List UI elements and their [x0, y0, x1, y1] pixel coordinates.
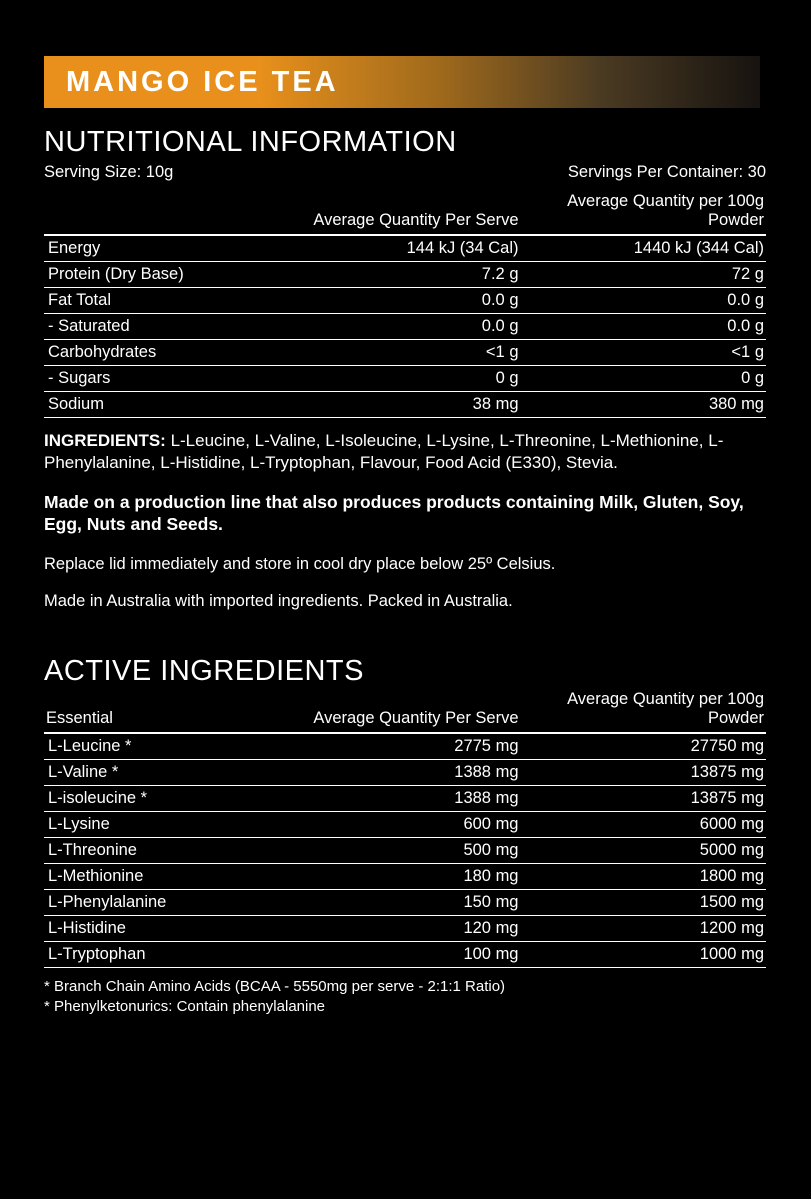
row-per-serve: 1388 mg [275, 785, 520, 811]
row-per-serve: 180 mg [275, 863, 520, 889]
row-per-100g: 5000 mg [521, 837, 767, 863]
table-row [44, 392, 766, 418]
table-row [44, 314, 766, 340]
row-per-serve: 100 mg [275, 941, 520, 967]
table-row [44, 941, 766, 967]
row-per-serve: 600 mg [275, 811, 520, 837]
table-row [44, 837, 766, 863]
row-label: Carbohydrates [44, 340, 275, 366]
row-label: L-Threonine [44, 837, 275, 863]
servings-per-container: Servings Per Container: 30 [567, 163, 766, 181]
row-per-serve: 120 mg [275, 915, 520, 941]
active-ingredients-section [44, 655, 766, 1018]
row-per-serve: <1 g [275, 340, 520, 366]
table-row [44, 889, 766, 915]
nutrition-table [44, 192, 766, 418]
allergen-warning: Made on a production line that also produces products containing Milk, Gluten, Soy, Egg, Nuts and Seeds. [44, 491, 744, 535]
row-per-100g: 1800 mg [521, 863, 767, 889]
row-per-serve: 500 mg [275, 837, 520, 863]
row-label: Fat Total [44, 288, 275, 314]
origin-note: Made in Australia with imported ingredients. Packed in Australia. [44, 592, 513, 611]
row-per-100g: 72 g [521, 262, 767, 288]
row-per-100g: 0.0 g [521, 314, 767, 340]
row-per-100g: 13875 mg [521, 785, 767, 811]
active-col-per-serve: Average Quantity Per Serve [275, 690, 520, 733]
row-per-100g: 0.0 g [521, 288, 767, 314]
nutrition-col-per-serve: Average Quantity Per Serve [275, 192, 520, 235]
product-title: MANGO ICE TEA [66, 65, 339, 98]
row-per-100g: 0 g [521, 366, 767, 392]
table-row [44, 733, 766, 760]
active-ingredients-table [44, 690, 766, 968]
active-col-label: Essential [44, 690, 275, 733]
row-per-serve: 7.2 g [275, 262, 520, 288]
row-per-100g: 1440 kJ (344 Cal) [633, 239, 764, 257]
ingredients-paragraph [44, 430, 766, 474]
row-per-100g: 27750 mg [690, 736, 764, 755]
row-label: Protein (Dry Base) [44, 262, 275, 288]
table-row [44, 811, 766, 837]
storage-note: Replace lid immediately and store in cool dry place below 25º Celsius. [44, 554, 556, 573]
active-heading: ACTIVE INGREDIENTS [44, 654, 364, 687]
row-per-serve: 2775 mg [454, 736, 519, 755]
row-label: L-Methionine [44, 863, 275, 889]
row-per-100g: 1500 mg [521, 889, 767, 915]
row-label: Sodium [44, 392, 275, 418]
nutrition-heading: NUTRITIONAL INFORMATION [44, 126, 457, 158]
active-table-header [44, 690, 766, 733]
row-per-serve: 0 g [275, 366, 520, 392]
row-per-100g: 380 mg [521, 392, 767, 418]
footnote-bcaa: * Branch Chain Amino Acids (BCAA - 5550mg per serve - 2:1:1 Ratio) [44, 977, 506, 995]
table-row [44, 759, 766, 785]
active-col-per-100g: Average Quantity per 100g Powder [521, 690, 767, 733]
row-label: L-Tryptophan [44, 941, 275, 967]
row-per-serve: 150 mg [275, 889, 520, 915]
table-row [44, 288, 766, 314]
active-footnotes [44, 977, 766, 1018]
row-label: Energy [48, 239, 101, 257]
row-per-serve: 38 mg [275, 392, 520, 418]
row-label: - Sugars [44, 366, 275, 392]
ingredients-label: INGREDIENTS: [44, 431, 166, 450]
row-per-serve: 144 kJ (34 Cal) [406, 239, 519, 257]
row-per-100g: 13875 mg [521, 759, 767, 785]
row-per-serve: 1388 mg [275, 759, 520, 785]
row-label: L-isoleucine * [44, 785, 275, 811]
table-row [44, 863, 766, 889]
footnote-phenylketonurics: * Phenylketonurics: Contain phenylalanine [44, 998, 326, 1016]
ingredients-text: L-Leucine, L-Valine, L-Isoleucine, L-Lysine, L-Threonine, L-Methionine, L-Phenylalanine, L-Histidine, L-Tryptophan, Flavour, Food Acid (E330), Stevia. [44, 431, 724, 472]
row-per-100g: 1200 mg [521, 915, 767, 941]
row-label: L-Leucine * [48, 736, 132, 755]
table-row [44, 235, 766, 262]
row-per-100g: <1 g [521, 340, 767, 366]
row-label: L-Histidine [44, 915, 275, 941]
nutrition-col-label [44, 192, 275, 235]
row-per-100g: 1000 mg [521, 941, 767, 967]
table-row [44, 262, 766, 288]
row-label: L-Phenylalanine [44, 889, 275, 915]
table-row [44, 366, 766, 392]
table-row [44, 340, 766, 366]
table-row [44, 915, 766, 941]
label-content [44, 126, 766, 1017]
serving-info-row [44, 163, 766, 182]
nutrition-table-header [44, 192, 766, 235]
row-label: - Saturated [44, 314, 275, 340]
product-title-banner [44, 56, 760, 108]
row-per-100g: 6000 mg [521, 811, 767, 837]
row-label: L-Lysine [44, 811, 275, 837]
nutrition-col-per-100g: Average Quantity per 100g Powder [521, 192, 767, 235]
row-per-serve: 0.0 g [275, 314, 520, 340]
row-per-serve: 0.0 g [275, 288, 520, 314]
serving-size: Serving Size: 10g [44, 163, 174, 181]
table-row [44, 785, 766, 811]
row-label: L-Valine * [44, 759, 275, 785]
